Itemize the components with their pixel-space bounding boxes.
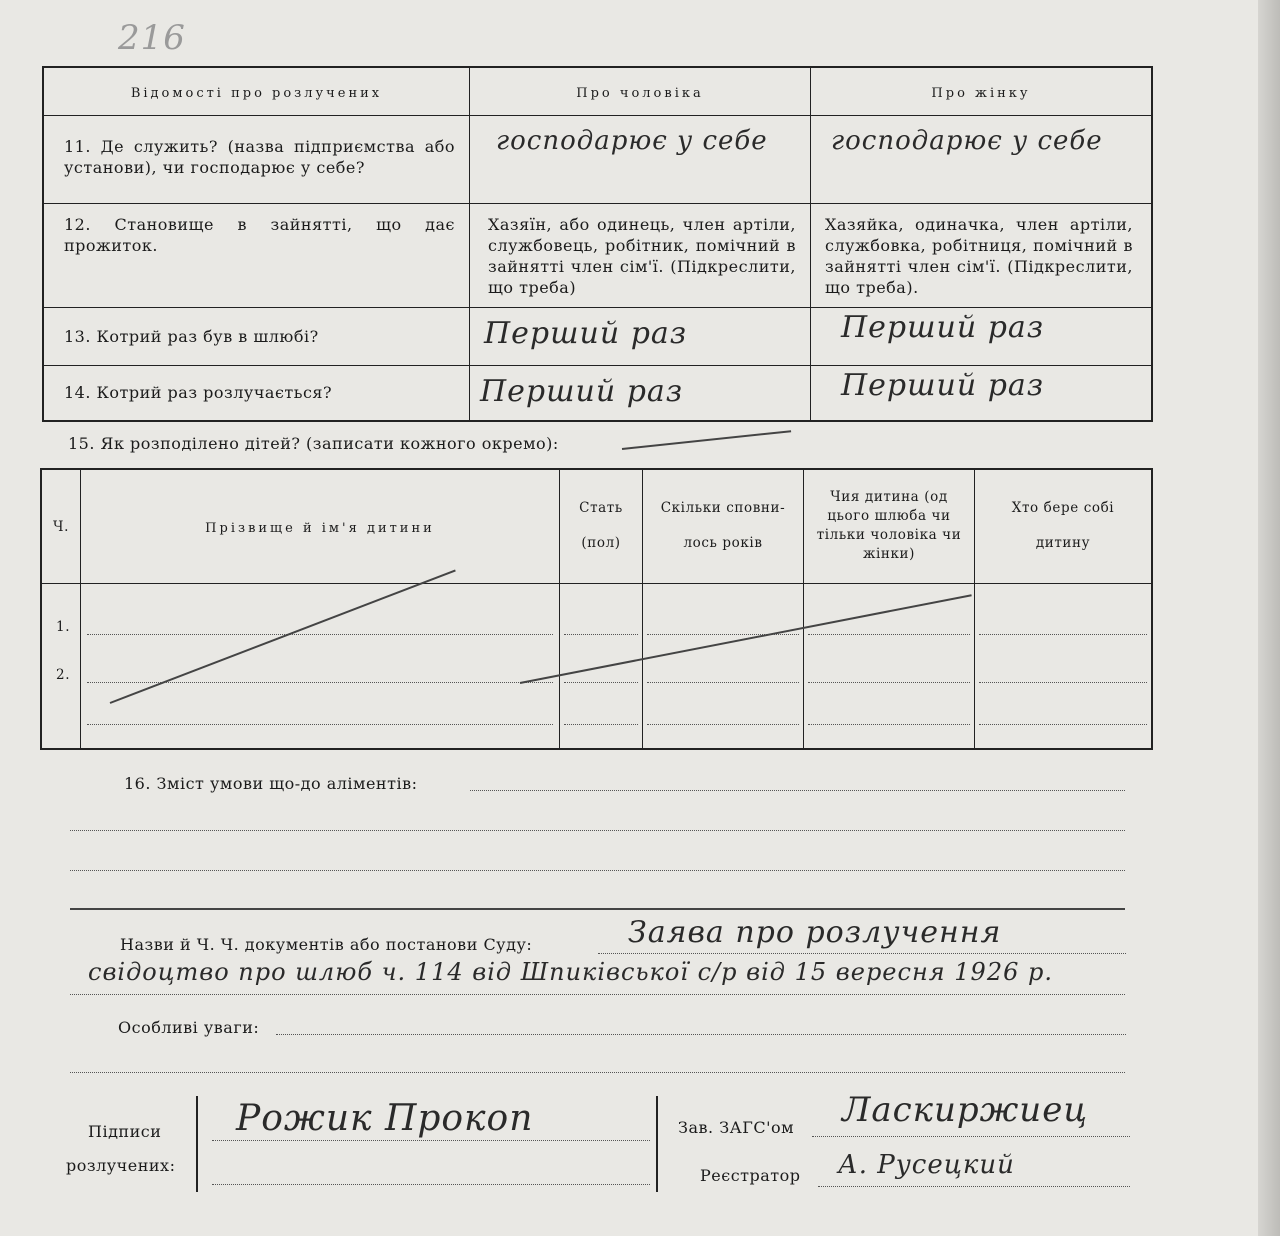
row-14-wife-value: Перший раз bbox=[841, 367, 1045, 403]
row-14-label: 14. Котрий раз розлучається? bbox=[64, 383, 333, 403]
documents-value-line1: Заява про розлучення bbox=[628, 915, 1002, 950]
divorced-signature-line-1 bbox=[212, 1140, 650, 1141]
documents-value-line2: свідоцтво про шлюб ч. 114 від Шпиківської с/р від 15 вересня 1926 р. bbox=[88, 958, 1053, 986]
header-husband: Про чоловіка bbox=[576, 85, 704, 101]
header-who-takes-line2: дитину bbox=[1035, 535, 1091, 552]
header-age-line1: Скільки сповни- bbox=[660, 500, 786, 517]
child-age-cell bbox=[643, 583, 804, 749]
row-12-wife-options: Хазяйка, одиначка, член артіли, службовка, робітниця, помічний в зайнятті член сім'ї. (Підкреслити, що треба). bbox=[825, 214, 1133, 297]
q16-line-2 bbox=[70, 830, 1125, 831]
remarks-line-2 bbox=[70, 1072, 1125, 1073]
child-row-2-number: 2. bbox=[56, 666, 71, 683]
signatures-divider bbox=[656, 1096, 658, 1192]
header-sex-line1: Стать bbox=[579, 500, 623, 517]
registrar-line bbox=[818, 1186, 1130, 1187]
row-11-label: 11. Де служить? (назва підприємства або установи), чи господарює у себе? bbox=[64, 136, 455, 177]
header-sex-line2: (пол) bbox=[581, 535, 621, 552]
child-whose-cell bbox=[804, 583, 975, 749]
divorcees-info-table bbox=[42, 66, 1153, 422]
registrar-signature: А. Русецкий bbox=[838, 1150, 1015, 1180]
children-table bbox=[40, 468, 1153, 750]
header-wife: Про жінку bbox=[931, 85, 1031, 101]
header-who-takes-line1: Хто бере собі bbox=[1011, 500, 1115, 517]
documents-label: Назви й Ч. Ч. документів або постанови Суду: bbox=[120, 935, 533, 954]
row-13-husband-value: Перший раз bbox=[484, 315, 688, 351]
header-child-name: Прізвище й ім'я дитини bbox=[205, 520, 435, 536]
registrar-label: Реєстратор bbox=[700, 1166, 801, 1185]
page-number: 216 bbox=[118, 18, 186, 58]
remarks-line-1 bbox=[276, 1034, 1126, 1035]
row-12-label: 12. Становище в зайнятті, що дає прожиток. bbox=[64, 214, 455, 255]
row-13-label: 13. Котрий раз був в шлюбі? bbox=[64, 326, 319, 346]
signatures-left-bracket bbox=[196, 1096, 206, 1192]
divorced-signature-line-2 bbox=[212, 1184, 650, 1185]
signatures-label-line2: розлучених: bbox=[66, 1156, 176, 1175]
signatures-label-line1: Підписи bbox=[88, 1122, 162, 1141]
row-12-husband-options: Хазяїн, або одинець, член артіли, службовець, робітник, помічний в зайнятті член сім'ї. (Підкреслити, що треба) bbox=[488, 214, 796, 297]
head-of-registry-signature: Ласкиржиец bbox=[842, 1090, 1089, 1130]
q15-label: 15. Як розподілено дітей? (записати кожного окремо): bbox=[68, 434, 559, 453]
q16-line-1 bbox=[470, 790, 1125, 791]
head-of-registry-label: Зав. ЗАГС'ом bbox=[678, 1118, 795, 1137]
header-whose-child: Чия дитина (од цього шлюба чи тільки чоловіка чи жінки) bbox=[816, 489, 962, 563]
row-13-wife-value: Перший раз bbox=[841, 309, 1045, 345]
header-number: Ч. bbox=[53, 518, 69, 535]
row-11-wife-value: господарює у себе bbox=[831, 125, 1103, 156]
child-who-takes-cell bbox=[975, 583, 1153, 749]
divorced-signature: Рожик Прокоп bbox=[236, 1098, 534, 1139]
child-row-1-number: 1. bbox=[56, 618, 71, 635]
row-14-husband-value: Перший раз bbox=[480, 373, 684, 409]
q16-line-3 bbox=[70, 870, 1125, 871]
head-of-registry-line bbox=[812, 1136, 1130, 1137]
q16-label: 16. Зміст умови що-до аліментів: bbox=[124, 774, 418, 793]
row-11-husband-value: господарює у себе bbox=[496, 125, 768, 156]
child-name-cell bbox=[81, 583, 560, 749]
q15-strike-mark bbox=[622, 430, 791, 450]
q16-line-4 bbox=[70, 908, 1125, 910]
documents-line-1 bbox=[598, 953, 1126, 954]
documents-line-2 bbox=[70, 994, 1125, 995]
paper-edge bbox=[1258, 0, 1280, 1236]
header-divorcees-info: Відомості про розлучених bbox=[130, 85, 383, 101]
remarks-label: Особливі уваги: bbox=[118, 1018, 260, 1037]
header-age-line2: лось років bbox=[683, 535, 763, 552]
